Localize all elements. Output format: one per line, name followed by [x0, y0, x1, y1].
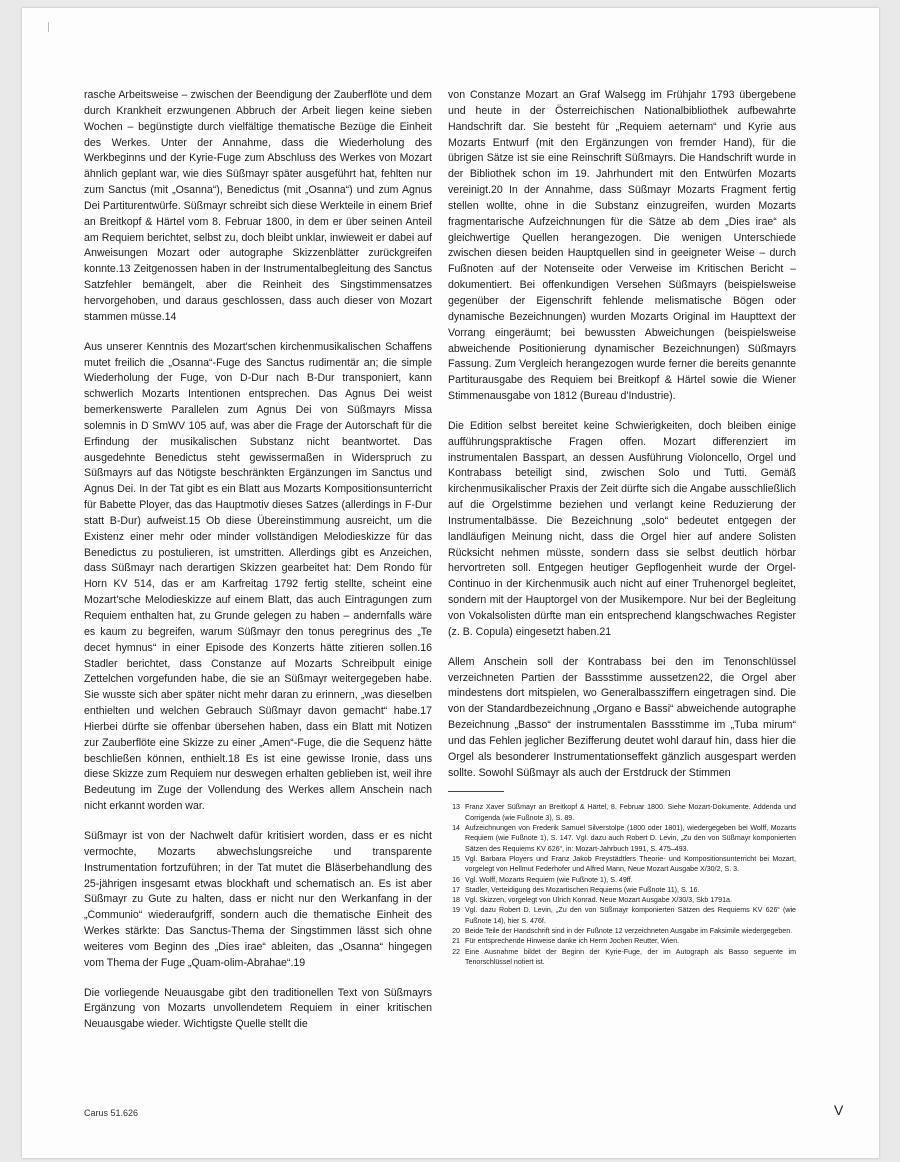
footnote-text: Beide Teile der Handschrift sind in der Fußnote 12 verzeichneten Ausgabe im Faksimile wiedergegeben.	[465, 927, 793, 935]
crop-mark	[48, 22, 49, 32]
footnote-number: 18	[452, 896, 460, 905]
footnote-number: 14	[452, 824, 460, 833]
footnote-text: Aufzeichnungen von Frederik Samuel Silverstolpe (1800 oder 1801), wiedergegeben bei Wolff, Mozarts Requiem (wie Fußnote 1), S. 147. Vgl. dazu auch Robert D. Levin, „Zu den von Süßmayr komponierten Sätzen des Requiems KV 626“, in: Mozart-Jahrbuch 1991, S. 475–493.	[465, 824, 796, 853]
footnote-number: 17	[452, 885, 460, 894]
footnote	[448, 854, 796, 875]
paragraph: Süßmayr ist von der Nachwelt dafür kritisiert worden, dass er es nicht vermochte, Mozarts abwechslungsreiche und transparente Instrumentation fortzuführen; in der Tat mutet die Bläserbehandlung des 25-jährigen insgesamt etwas blockhaft und schematisch an. Es ist aber Süßmayr zu Gute zu halten, dass er nicht nur den Werkanfang in der „Communio“ wiederaufgriff, sondern auch die thematische Einheit des Werkes stärkte: Das Sanctus-Thema der Singstimmen lässt sich ohne weiteres vom Beginn des „Dies irae“ ableiten, das „Osanna“ hingegen vom Thema der Fuge „Quam-olim-Abrahae“.19	[84, 829, 432, 969]
footnote-text: Stadler, Verteidigung des Mozartischen Requiems (wie Fußnote 11), S. 16.	[465, 885, 700, 894]
footnote	[448, 936, 796, 946]
footnote-text: Für entsprechende Hinweise danke ich Herrn Jochen Reutter, Wien.	[465, 937, 680, 946]
footnote-text: Vgl. Barbara Ployers und Franz Jakob Freystädtlers Theorie- und Kompositionsunterricht bei Mozart, vorgelegt von Hellmut Federhofer und Alfred Mann, Neue Mozart Ausgabe X/30/2, S. 3.	[465, 854, 796, 874]
footnote-number: 15	[452, 854, 460, 863]
page-number: V	[834, 1102, 844, 1118]
footnotes	[448, 802, 796, 967]
document-page	[22, 8, 879, 1158]
footnote-number: 19	[452, 906, 460, 915]
footnote-number: 20	[452, 927, 460, 935]
paragraph: Aus unserer Kenntnis des Mozart'schen kirchenmusikalischen Schaffens mutet freilich die „Osanna“-Fuge des Sanctus rudimentär an; die simple Wiederholung der Fuge, von D-Dur nach B-Dur transponiert, kann schwerlich Mozarts Intentionen entsprechen. Das Agnus Dei weist bemerkenswerte Parallelen zum Agnus Dei von Süßmayrs Missa solemnis in D SmWV 105 auf, was aber die Frage der Autorschaft für die Erfindung der musikalischen Substanz nicht beantwortet. Das ausgedehnte Benedictus steht gewissermaßen in Widerspruch zu Süßmayrs auf das Nötigste beschränkten Ergänzungen im Sanctus und Agnus Dei. In der Tat gibt es ein Blatt aus Mozarts Kompositionsunterricht für Babette Ployer, das das Hauptmotiv dieses Satzes (allerdings in F-Dur statt B-Dur) aufweist.15 Ob diese Übereinstimmung ausreicht, um die Existenz einer mehr oder minder vollständigen Melodieskizze für das Benedictus zu postulieren, ist umstritten. Allerdings gibt es Anzeichen, dass Süßmayr nach derartigen Skizzen gearbeitet hat: Dem Rondo für Horn KV 514, das er am Karfreitag 1792 fertig stellte, scheint eine Mozart'sche Melodieskizze auf einem Blatt, das auch Eintragungen zum Requiem enthalten hat, zu Grunde gelegen zu haben – andernfalls wäre es kaum zu begreifen, warum Süßmayr den tonus peregrinus des „Te decet hymnus“ in einer Episode des Konzerts hätte zitieren sollen.16 Stadler berichtet, dass Constanze auf Mozarts Schreibpult einige Zettelchen vorgefunden habe, die sie an Süßmayr weitergegeben habe. Sie wusste sich aber später nicht mehr daran zu erinnern, „was dieselben enthielten und welchen Gebrauch Süßmayr davon gemacht“ habe.17 Hierbei dürfte sie offenbar übersehen haben, dass ein Blatt mit Notizen zur Zauberflöte eine Skizze zu einer „Amen“-Fuge, die die Sequenz hätte beschließen können, enthielt.18 Es ist eine gewisse Ironie, dass uns diese Skizze zum Requiem nur deswegen erhalten geblieben ist, weil ihre Bedeutung im Zuge der Vollendung des Werkes allem Anschein nach nicht erkannt worden war.	[84, 340, 432, 813]
paragraph: Die vorliegende Neuausgabe gibt den traditionellen Text von Süßmayrs Ergänzung von Mozarts unvollendetem Requiem in einer kritischen Neuausgabe wieder. Wichtigste Quelle stellt die	[84, 986, 432, 1031]
footnote-number: 16	[452, 875, 460, 884]
paragraph: von Constanze Mozart an Graf Walsegg im Frühjahr 1793 übergebene und heute in der Österreichischen Nationalbibliothek aufbewahrte Handschrift dar. Sie besteht für „Requiem aeternam“ und Kyrie aus Mozarts Entwurf (mit den Ergänzungen von fremder Hand), für die übrigen Sätze ist sie eine Reinschrift Süßmayrs. Die Handschrift wurde in der Bibliothek schon im 19. Jahrhundert mit den Entwürfen Mozarts vereinigt.20 In der Annahme, dass Süßmayr Mozarts Fragment fertig stellen wollte, ohne in die Substanz einzugreifen, wurden Mozarts fragmentarische Aufzeichnungen für die Sätze ab dem „Dies irae“ als gleichwertige Quellen herangezogen. Die wenigen Unterschiede zwischen diesen beiden Hauptquellen sind in geeigneter Weise – durch Fußnoten auf der Notenseite oder Verweise im Kritischen Bericht – dokumentiert. Bei offenkundigen Versehen Süßmayrs (beispielsweise gegenüber der Eigenschrift fehlende melismatische Bögen oder dynamische Bezeichnungen) wurden Mozarts Original im Haupttext der Vorrang eingeräumt; bei bewussten Abweichungen (beispielsweise abweichende Positionierung dynamischer Bezeichnungen) Süßmayrs Fassung. Zum Vergleich herangezogen wurde ferner die bereits genannte Partiturausgabe des Requiem bei Breitkopf & Härtel sowie die Wiener Stimmenausgabe von 1812 (Bureau d'Industrie).	[448, 89, 796, 403]
catalog-number: Carus 51.626	[84, 1108, 139, 1118]
footnote	[448, 885, 796, 895]
footnote	[448, 895, 796, 905]
footnote	[448, 947, 796, 968]
paragraph: rasche Arbeitsweise – zwischen der Beendigung der Zauberflöte und dem durch Krankheit erzwungenen Abbruch der Arbeit liegen keine sieben Wochen – begünstigte durch vielfältige thematische Bezüge die Einheit des Werkes. Unter der Annahme, dass die Wiederholung des Werkbeginns und der Kyrie-Fuge zum Abschluss des Werkes von Mozart ähnlich geplant war, wie dies Süßmayr später ausgeführt hat, fehlten nur zum Sanctus (mit „Osanna“), Benedictus (mit „Osanna“) und zum Agnus Dei Partiturentwürfe. Süßmayr schreibt sich diese Werkteile in einem Brief an Breitkopf & Härtel vom 8. Februar 1800, in dem er über seinen Anteil am Requiem berichtet, selbst zu, doch bleibt unklar, inwieweit er dabei auf Anweisungen Mozart oder autographe Skizzenblätter zurückgreifen konnte.13 Zeitgenossen haben in der Instrumentalbegleitung des Sanctus Satzfehler bemängelt, aber die Reinheit des Singstimmensatzes hervorgehoben, und daraus geschlossen, dass auch dieser von Mozart stammen müsse.14	[84, 89, 432, 323]
footnote-text: Vgl. Wolff, Mozarts Requiem (wie Fußnote 1), S. 49ff.	[465, 875, 633, 884]
footnote-text: Eine Ausnahme bildet der Beginn der Kyrie-Fuge, der im Autograph als Basso seguente im Tenorschlüssel notiert ist.	[465, 947, 796, 966]
footnote	[448, 802, 796, 823]
paragraph: Allem Anschein soll der Kontrabass bei den im Tenonschlüssel verzeichneten Partien der Bassstimme aussetzen22, die Orgel aber mindestens dort mitspielen, wo Generalbassziffern eingetragen sind. Die von der Standardbezeichnung „Organo e Bassi“ abweichende autographe Bezeichnung „Basso“ der instrumentalen Bassstimme im „Tuba mirum“ und das Fehlen jeglicher Bezifferung deutet wohl darauf hin, dass hier die Orgel als besonderer Instrumentationseffekt gänzlich ausgespart werden sollte. Sowohl Süßmayr als auch der Erstdruck der Stimmen	[448, 655, 796, 779]
footnote-number: 22	[452, 947, 460, 956]
footnote	[448, 823, 796, 854]
footnote-text: Vgl. dazu Robert D. Levin, „Zu den von Süßmayr komponierten Sätzen des Requiems KV 626“ (wie Fußnote 14), hier S. 476f.	[465, 906, 796, 925]
footnote-text: Vgl. Skizzen, vorgelegt von Ulrich Konrad. Neue Mozart Ausgabe X/30/3, Skb 1791a.	[465, 896, 732, 905]
footnote	[448, 926, 796, 936]
footnote	[448, 875, 796, 885]
left-column	[84, 88, 432, 1033]
footnote-divider	[448, 791, 504, 792]
paragraph: Die Edition selbst bereitet keine Schwierigkeiten, doch bleiben einige aufführungspraktische Fragen offen. Mozart differenziert im instrumentalen Basspart, an dessen Ausführung Violoncello, Orgel und Kontrabass beteiligt sind, zwischen Solo und Tutti. Gemäß kirchenmusikalischer Praxis der Zeit dürfte sich die Angabe ausschließlich auf die Orgelstimme beziehen und verlangt keine Reduzierung der Instrumentalbässe. Die Bezeichnung „solo“ bedeutet entgegen der landläufigen Meinung nicht, dass die Orgel hier auf andere Solisten Rücksicht nehmen müsste, sondern dass sie selbst deutlich hörbar hervortreten soll. Entgegen heutiger Gepflogenheit wurde der Orgel-Continuo in der Kirchenmusik auch nicht auf einer Truhenorgel begleitet, sondern mit der Hauptorgel von der Musikempore. Nur bei der Begleitung von Vokalsolisten dürfte man ein entsprechend klangschwaches Register (z. B. Copula) eingesetzt haben.21	[448, 419, 796, 638]
footnote	[448, 905, 796, 926]
right-column	[448, 88, 796, 967]
footnote-text: Franz Xaver Süßmayr an Breitkopf & Härtel, 8. Februar 1800. Siehe Mozart-Dokumente. Addenda und Corrigenda (wie Fußnote 3), S. 89.	[465, 803, 796, 822]
footnote-number: 21	[452, 937, 460, 946]
footnote-number: 13	[452, 803, 460, 812]
